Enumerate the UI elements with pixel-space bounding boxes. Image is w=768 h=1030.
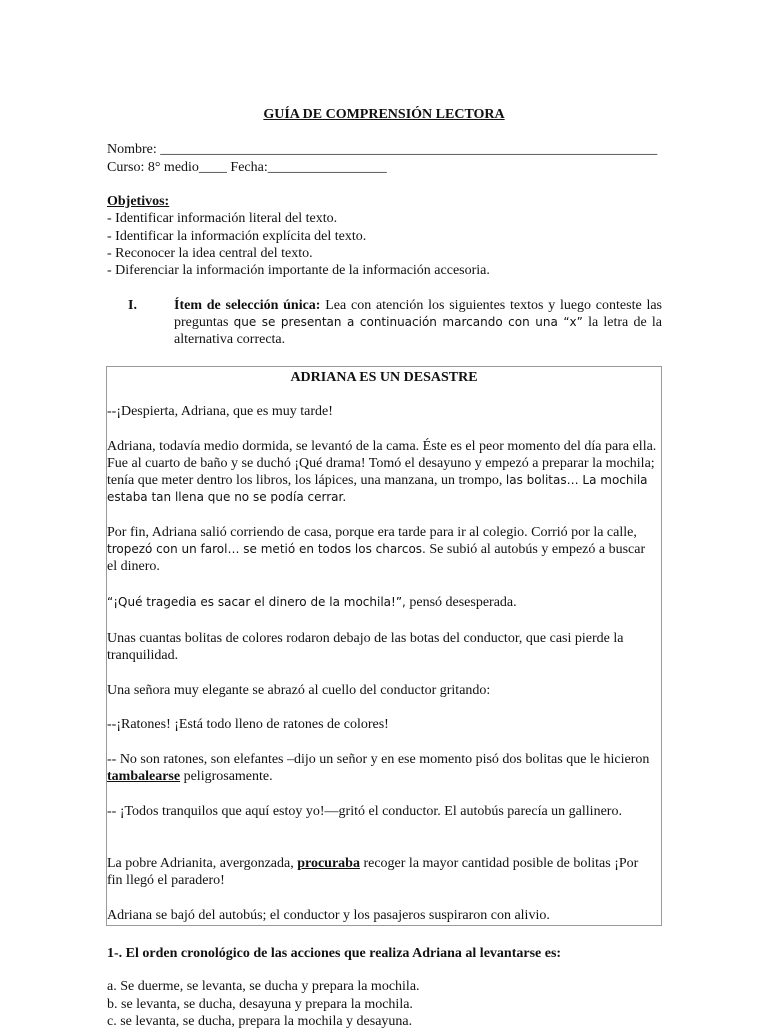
objective-item: - Reconocer la idea central del texto.	[107, 246, 313, 261]
section-instruction	[174, 297, 662, 348]
objective-item: - Identificar la información explícita del texto.	[107, 229, 367, 244]
story-text: recoger la mayor cantidad posible de bolitas ¡Por fin llegó el paradero!	[107, 856, 639, 888]
section-label: Ítem de selección única:	[174, 298, 321, 313]
story-text: Se subió al autobús y empezó a buscar el dinero.	[107, 542, 646, 574]
instruction-text-sans: que se presentan a continuación marcando con una “x”	[233, 315, 583, 329]
story-paragraph: Unas cuantas bolitas de colores rodaron debajo de las botas del conductor, que casi pierde la tranquilidad.	[107, 631, 624, 663]
page-title: GUÍA DE COMPRENSIÓN LECTORA	[263, 107, 505, 122]
story-text: peligrosamente.	[180, 769, 273, 784]
instruction-text: Lea con atención los siguientes textos y luego conteste las preguntas	[174, 298, 662, 330]
story-paragraph: Adriana se bajó del autobús; el conductor y los pasajeros suspiraron con alivio.	[107, 908, 550, 923]
story-paragraph: --¡Ratones! ¡Está todo lleno de ratones de colores!	[107, 717, 389, 732]
story-text: La pobre Adrianita, avergonzada,	[107, 856, 298, 871]
story-text: Por fin, Adriana salió corriendo de casa, porque era tarde para ir al colegio. Corrió por la calle,	[107, 525, 637, 540]
story-paragraph: --¡Despierta, Adriana, que es muy tarde!	[107, 404, 333, 419]
story-text: Adriana, todavía medio dormida, se levantó de la cama. Éste es el peor momento del día para ella. Fue al cuarto de baño y se duchó ¡Qué drama! Tomó el desayuno y empezó a preparar la mochila; tenía que meter dentro los libros, los lápices, una manzana, un trompo,	[107, 439, 657, 488]
instruction-text-end: la letra de la alternativa correcta.	[174, 315, 662, 347]
story-text-sans: tropezó con un farol… se metió en todos los charcos.	[107, 542, 426, 556]
question-1-option-a: a. Se duerme, se levanta, se ducha y prepara la mochila.	[107, 979, 420, 994]
question-1-option-b: b. se levanta, se ducha, desayuna y prepara la mochila.	[107, 997, 413, 1012]
story-text-sans: las bolitas… La mochila estaba tan llena que no se podía cerrar.	[107, 473, 648, 504]
keyword-procuraba: procuraba	[297, 856, 360, 871]
story-title: ADRIANA ES UN DESASTRE	[290, 370, 478, 385]
story-paragraph: -- ¡Todos tranquilos que aquí estoy yo!—gritó el conductor. El autobús parecía un gallinero.	[107, 804, 622, 819]
story-text: pensó desesperada.	[405, 595, 517, 610]
question-1-prompt: 1-. El orden cronológico de las acciones que realiza Adriana al levantarse es:	[107, 946, 562, 961]
story-paragraph	[107, 594, 657, 611]
story-paragraph	[107, 438, 657, 506]
name-field: Nombre: _______________________________________________________________________	[107, 142, 658, 157]
keyword-tambalearse: tambalearse	[107, 769, 181, 784]
story-text-sans: “¡Qué tragedia es sacar el dinero de la mochila!”,	[107, 595, 406, 609]
question-1-option-c: c. se levanta, se ducha, prepara la mochila y desayuna.	[107, 1014, 413, 1029]
course-date-field: Curso: 8° medio____ Fecha:_________________	[107, 160, 387, 175]
objectives-heading: Objetivos:	[107, 194, 170, 209]
story-paragraph: Una señora muy elegante se abrazó al cuello del conductor gritando:	[107, 683, 491, 698]
section-number: I.	[128, 298, 137, 313]
story-paragraph	[107, 751, 657, 785]
story-paragraph	[107, 524, 657, 575]
story-paragraph	[107, 855, 657, 889]
objective-item: - Diferenciar la información importante de la información accesoria.	[107, 263, 490, 278]
objective-item: - Identificar información literal del texto.	[107, 211, 338, 226]
story-text: -- No son ratones, son elefantes –dijo un señor y en ese momento pisó dos bolitas que le hicieron	[107, 752, 650, 767]
